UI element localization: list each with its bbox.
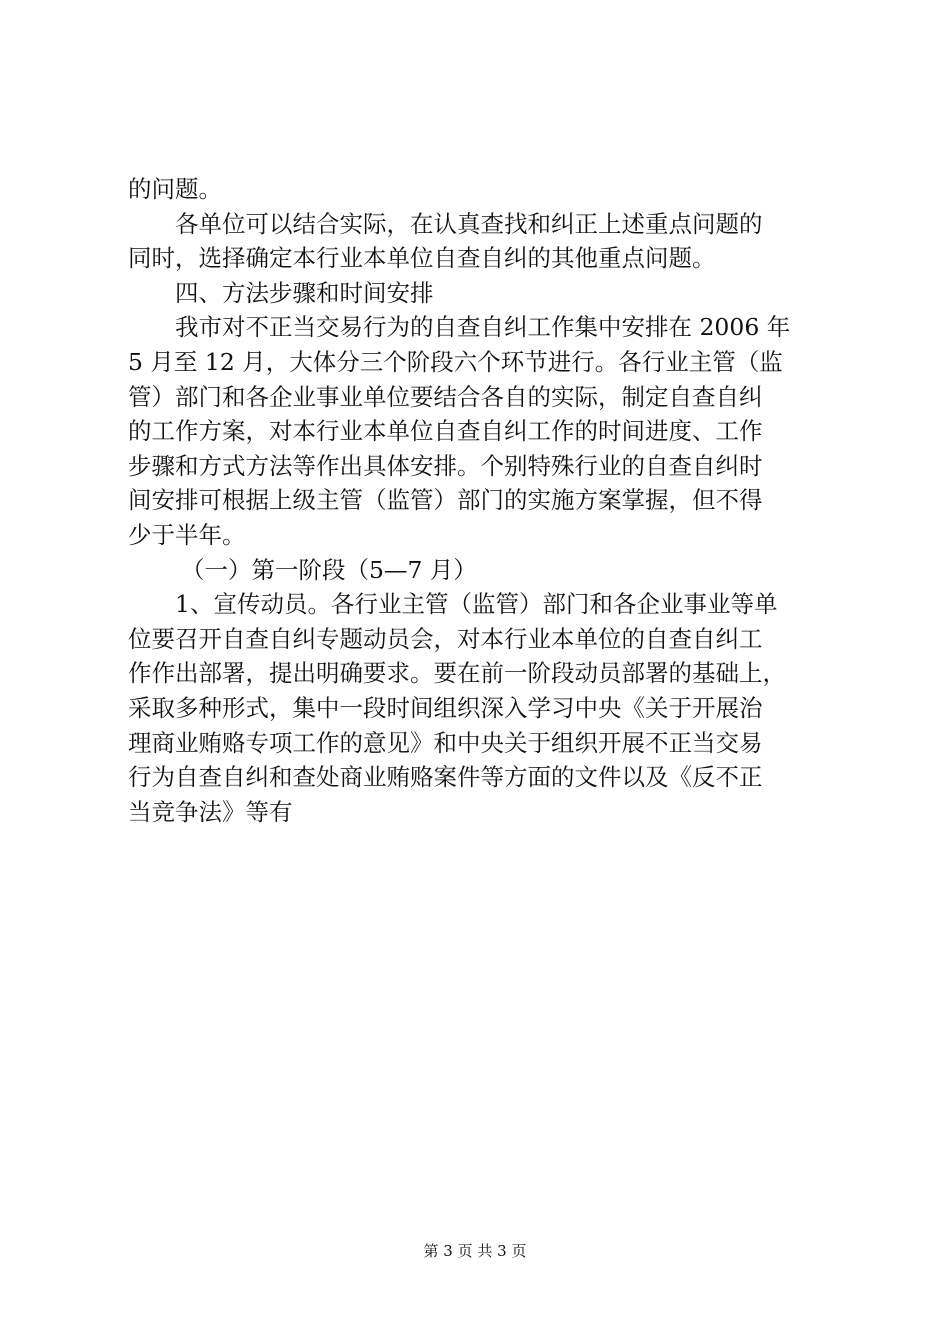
text-line-6: 5 月至 12 月，大体分三个阶段六个环节进行。各行业主管（监 (128, 347, 783, 376)
text-line-5: 我市对不正当交易行为的自查自纠工作集中安排在 2006 年 (175, 313, 791, 342)
text-line-8: 的工作方案，对本行业本单位自查自纠工作的时间进度、工作 (128, 417, 763, 446)
text-line-3: 同时，选择确定本行业本单位自查自纠的其他重点问题。 (128, 244, 716, 273)
text-line-16: 采取多种形式，集中一段时间组织深入学习中央《关于开展治 (128, 693, 763, 722)
text-line-9: 步骤和方式方法等作出具体安排。个别特殊行业的自查自纠时 (128, 451, 763, 480)
text-line-10: 间安排可根据上级主管（监管）部门的实施方案掌握，但不得 (128, 486, 763, 515)
subsection-heading-phase-one: （一）第一阶段（5—7 月） (181, 555, 477, 584)
section-heading-methods: 四、方法步骤和时间安排 (175, 278, 434, 307)
text-line-15: 作作出部署，提出明确要求。要在前一阶段动员部署的基础上， (128, 659, 786, 688)
text-line-19: 当竞争法》等有 (128, 797, 293, 826)
page-footer: 第 3 页 共 3 页 (423, 1242, 527, 1260)
document-body (128, 172, 840, 829)
text-line-1: 的问题。 (128, 175, 222, 203)
text-line-11: 少于半年。 (128, 520, 246, 549)
text-line-14: 位要召开自查自纠专题动员会，对本行业本单位的自查自纠工 (128, 624, 763, 653)
text-line-17: 理商业贿赂专项工作的意见》和中央关于组织开展不正当交易 (128, 728, 763, 757)
text-line-2: 各单位可以结合实际，在认真查找和纠正上述重点问题的 (175, 209, 763, 238)
text-line-13: 1、宣传动员。各行业主管（监管）部门和各企业事业等单 (175, 590, 778, 619)
text-line-7: 管）部门和各企业事业单位要结合各自的实际，制定自查自纠 (128, 382, 763, 411)
text-line-18: 行为自查自纠和查处商业贿赂案件等方面的文件以及《反不正 (128, 763, 763, 792)
